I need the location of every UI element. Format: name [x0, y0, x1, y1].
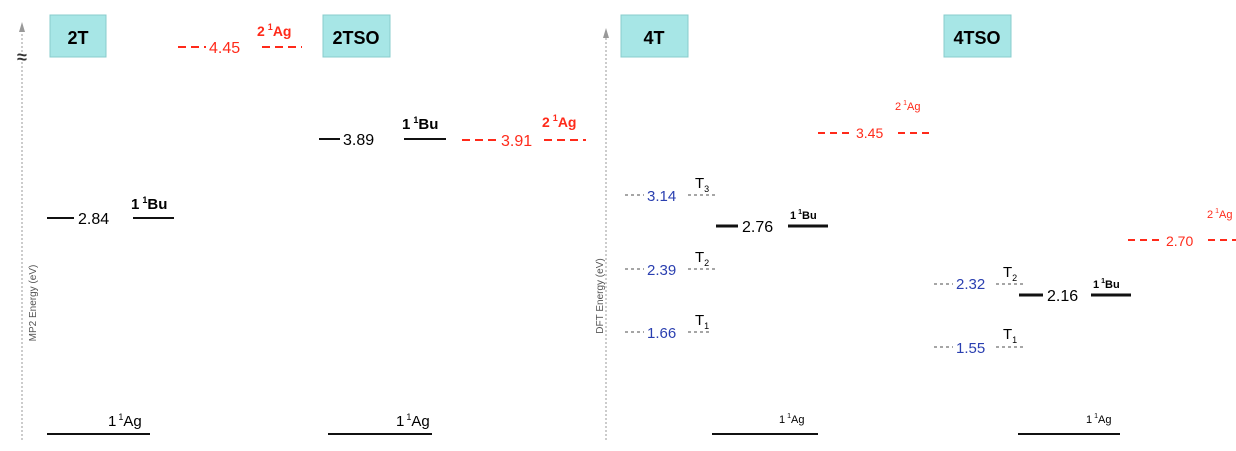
energy-label: 3.89 — [343, 132, 375, 149]
state-multiplicity: 1 — [1101, 278, 1106, 285]
state-multiplicity: 1 — [267, 22, 273, 32]
state-multiplicity: 1 — [798, 209, 803, 216]
energy-label: 3.45 — [856, 125, 884, 141]
state-symmetry: Bu — [1105, 279, 1120, 291]
energy-label: 1.55 — [956, 340, 986, 357]
state-number: 2 — [542, 114, 550, 130]
state-number: 1 — [108, 413, 117, 430]
axis-break-icon: ≈ — [17, 47, 27, 67]
state-symmetry: Ag — [791, 414, 805, 426]
svg-text:11Bu — [131, 195, 167, 213]
svg-text:11Ag — [1086, 413, 1112, 426]
state-symmetry: Ag — [1219, 209, 1233, 221]
triplet-index: 2 — [704, 258, 710, 268]
state-number: 1 — [1093, 279, 1100, 291]
energy-label: 2.32 — [956, 276, 986, 293]
level-4tso-1bu — [1019, 278, 1131, 305]
state-symmetry: Ag — [907, 101, 921, 113]
triplet-index: 1 — [704, 321, 710, 331]
energy-label: 2.84 — [78, 211, 110, 228]
svg-text:T1 — [695, 312, 709, 331]
state-multiplicity: 1 — [787, 413, 792, 420]
panel-title-2tso — [323, 15, 390, 57]
state-symmetry: Ag — [272, 23, 292, 39]
state-number: 1 — [790, 210, 797, 222]
state-multiplicity: 1 — [142, 195, 148, 205]
panel-title-4tso — [944, 15, 1011, 57]
level-2t-1bu — [47, 195, 174, 228]
state-multiplicity: 1 — [552, 113, 558, 123]
svg-text:T1 — [1003, 326, 1017, 345]
triplet-label: T — [1003, 326, 1013, 343]
energy-label: 1.66 — [647, 325, 677, 342]
svg-text:T3 — [695, 175, 709, 194]
state-number: 1 — [131, 196, 140, 213]
panel-title-2tso-text: 2TSO — [332, 28, 380, 48]
svg-text:11Ag — [108, 412, 142, 430]
svg-text:21Ag — [542, 113, 576, 130]
svg-text:T2 — [1003, 264, 1017, 283]
energy-label: 2.70 — [1166, 233, 1194, 249]
panel-title-4t-text: 4T — [643, 28, 665, 48]
level-4t-ground — [712, 413, 818, 434]
energy-label: 2.76 — [742, 219, 774, 236]
mp2-axis — [17, 22, 39, 440]
level-4t-1bu — [716, 209, 828, 236]
state-number: 1 — [396, 413, 405, 430]
level-4tso-2ag — [1128, 208, 1236, 249]
triplet-label: T — [695, 249, 705, 266]
panel-title-4t — [621, 15, 688, 57]
mp2-axis-label: MP2 Energy (eV) — [28, 264, 39, 342]
energy-label: 2.16 — [1047, 288, 1079, 305]
energy-label: 2.39 — [647, 262, 677, 279]
svg-text:11Bu — [402, 115, 438, 133]
level-4t-t1 — [625, 312, 712, 342]
panel-title-2t-text: 2T — [67, 28, 89, 48]
level-4t-2ag — [818, 100, 932, 141]
triplet-index: 3 — [704, 184, 710, 194]
triplet-label: T — [695, 175, 705, 192]
level-4tso-t1 — [934, 326, 1026, 357]
triplet-label: T — [695, 312, 705, 329]
level-2t-2ag — [178, 22, 302, 57]
dft-axis-arrow-icon — [603, 28, 609, 38]
state-number: 2 — [257, 23, 265, 39]
state-symmetry: Bu — [802, 210, 817, 222]
state-symmetry: Ag — [411, 413, 430, 430]
level-2tso-2ag — [462, 113, 586, 150]
state-symmetry: Bu — [147, 196, 168, 213]
state-symmetry: Ag — [557, 114, 577, 130]
level-4t-t2 — [625, 249, 716, 279]
state-multiplicity: 1 — [413, 115, 419, 125]
state-symmetry: Ag — [1098, 414, 1112, 426]
mp2-axis-arrow-icon — [19, 22, 25, 32]
level-4tso-t2 — [934, 264, 1026, 293]
state-number: 1 — [402, 116, 411, 133]
state-number: 2 — [1207, 209, 1214, 221]
energy-label: 3.91 — [501, 133, 533, 150]
svg-text:11Bu — [1093, 278, 1120, 291]
state-multiplicity: 1 — [406, 412, 412, 422]
dft-axis — [595, 28, 609, 440]
svg-text:21Ag — [257, 22, 291, 39]
svg-text:21Ag — [895, 100, 921, 113]
level-4tso-ground — [1018, 413, 1120, 434]
svg-text:T2 — [695, 249, 709, 268]
svg-text:11Ag — [779, 413, 805, 426]
svg-text:11Bu — [790, 209, 817, 222]
state-number: 1 — [1086, 414, 1093, 426]
state-number: 1 — [779, 414, 786, 426]
state-multiplicity: 1 — [118, 412, 124, 422]
triplet-label: T — [1003, 264, 1013, 281]
state-multiplicity: 1 — [1094, 413, 1099, 420]
triplet-index: 2 — [1012, 273, 1018, 283]
state-multiplicity: 1 — [1215, 208, 1220, 215]
level-2tso-1bu — [319, 115, 446, 149]
dft-axis-label: DFT Energy (eV) — [595, 258, 606, 334]
panel-title-2t — [50, 15, 106, 57]
svg-text:21Ag — [1207, 208, 1233, 221]
state-multiplicity: 1 — [903, 100, 908, 107]
level-2tso-ground — [328, 412, 432, 434]
svg-text:11Ag — [396, 412, 430, 430]
state-symmetry: Ag — [123, 413, 142, 430]
level-2t-ground — [47, 412, 150, 434]
state-number: 2 — [895, 101, 902, 113]
panel-title-4tso-text: 4TSO — [953, 28, 1001, 48]
energy-label: 4.45 — [209, 40, 241, 57]
level-4t-t3 — [625, 175, 716, 205]
state-symmetry: Bu — [418, 116, 439, 133]
energy-label: 3.14 — [647, 188, 677, 205]
triplet-index: 1 — [1012, 335, 1018, 345]
